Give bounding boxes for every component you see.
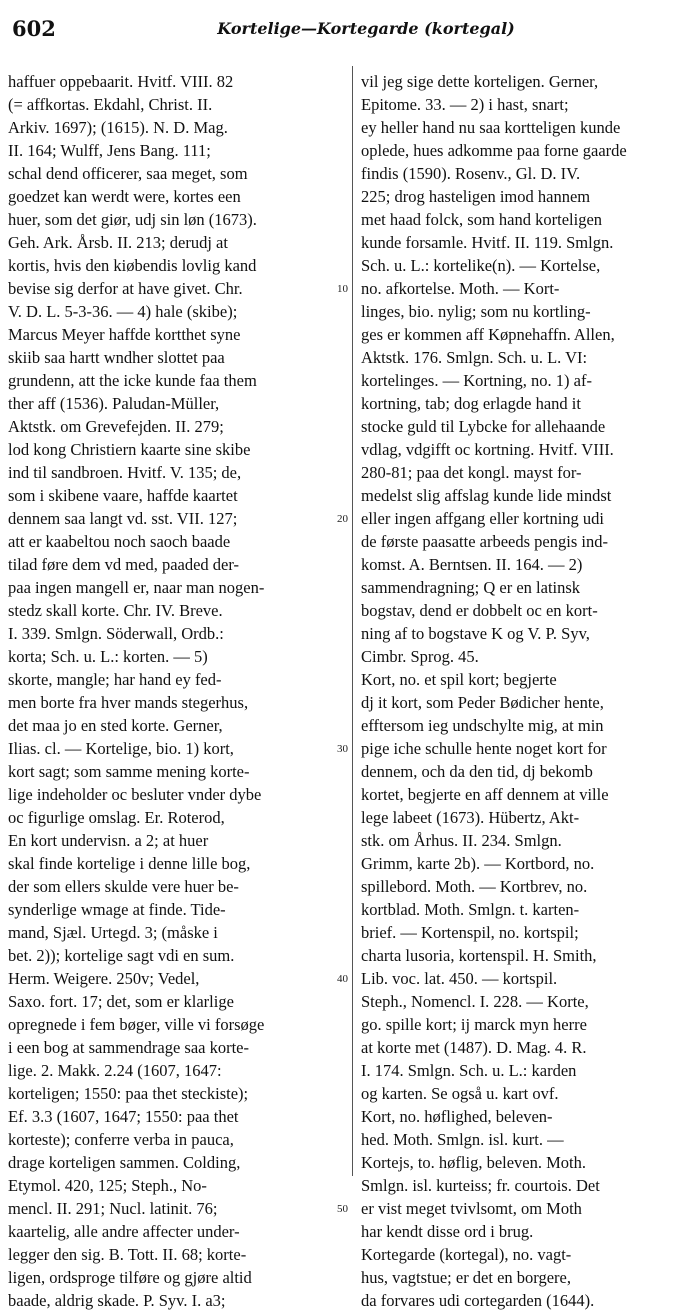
text-line: Sch. u. L.: kortelike(n). — Kortelse, bbox=[361, 256, 601, 275]
text-line: kunde forsamle. Hvitf. II. 119. Smlgn. bbox=[361, 233, 614, 252]
text-line: vdlag, vdgifft oc kortning. Hvitf. VIII. bbox=[361, 440, 614, 459]
text-line: kortelinges. — Kortning, no. 1) af- bbox=[361, 371, 592, 390]
text-line: bogstav, dend er dobbelt oc en kort- bbox=[361, 601, 598, 620]
text-line: korteste); conferre verba in pauca, bbox=[8, 1130, 234, 1149]
text-line: II. 164; Wulff, Jens Bang. 111; bbox=[8, 141, 211, 160]
text-line: I. 339. Smlgn. Söderwall, Ordb.: bbox=[8, 624, 224, 643]
text-line: stocke guld til Lybcke for allehaande bbox=[361, 417, 606, 436]
text-line: sammendragning; Q er en latinsk bbox=[361, 578, 581, 597]
text-line: skiib saa hartt wndher slottet paa bbox=[8, 348, 225, 367]
text-line: lige. 2. Makk. 2.24 (1607, 1647: bbox=[8, 1061, 222, 1080]
text-line: korteligen; 1550: paa thet steckiste); bbox=[8, 1084, 249, 1103]
page-number: 602 bbox=[12, 16, 56, 41]
text-line: kortning, tab; dog erlagde hand it bbox=[361, 394, 581, 413]
text-line: Smlgn. isl. kurteiss; fr. courtois. Det bbox=[361, 1176, 600, 1195]
text-line: 225; drog hasteligen imod hannem bbox=[361, 187, 591, 206]
text-line: Kort, no. høflighed, beleven- bbox=[361, 1107, 553, 1126]
text-line: Geh. Ark. Årsb. II. 213; derudj at bbox=[8, 233, 228, 252]
text-line: goedzet kan werdt were, kortes een bbox=[8, 187, 241, 206]
text-line: Marcus Meyer haffde kortthet syne bbox=[8, 325, 241, 344]
text-line: Saxo. fort. 17; det, som er klarlige bbox=[8, 992, 234, 1011]
text-line: kortet, begjerte en aff dennem at ville bbox=[361, 785, 609, 804]
text-line: spillebord. Moth. — Kortbrev, no. bbox=[361, 877, 588, 896]
line-number: 30 bbox=[337, 743, 348, 755]
text-line: er vist meget tvivlsomt, om Moth bbox=[361, 1199, 582, 1218]
text-line: mand, Sjæl. Urtegd. 3; (måske i bbox=[8, 923, 218, 942]
text-line: lod kong Christiern kaarte sine skibe bbox=[8, 440, 251, 459]
text-line: ligen, ordsproge tilføre og gjøre altid bbox=[8, 1268, 252, 1287]
text-line: bet. 2)); kortelige sagt vdi en sum. bbox=[8, 946, 235, 965]
running-head: Kortelige—Kortegarde (kortegal) bbox=[217, 19, 515, 38]
text-line: Grimm, karte 2b). — Kortbord, no. bbox=[361, 854, 595, 873]
text-line: efftersom ieg undschylte mig, at min bbox=[361, 716, 604, 735]
text-line: stedz skall korte. Chr. IV. Breve. bbox=[8, 601, 223, 620]
text-line: Kortegarde (kortegal), no. vagt- bbox=[361, 1245, 572, 1264]
text-line: met haad folck, som hand korteligen bbox=[361, 210, 603, 229]
text-line: Kortejs, to. høflig, beleven. Moth. bbox=[361, 1153, 587, 1172]
text-line: kort sagt; som samme mening korte- bbox=[8, 762, 250, 781]
text-line: grundenn, att the icke kunde faa them bbox=[8, 371, 257, 390]
text-line: hus, vagtstue; er det en borgere, bbox=[361, 1268, 572, 1287]
text-line: linges, bio. nylig; som nu kortling- bbox=[361, 302, 591, 321]
text-line: Arkiv. 1697); (1615). N. D. Mag. bbox=[8, 118, 228, 137]
text-line: schal dend officerer, saa meget, som bbox=[8, 164, 248, 183]
column-divider bbox=[352, 66, 353, 1176]
text-line: synderlige wmage at finde. Tide- bbox=[8, 900, 226, 919]
text-line: Steph., Nomencl. I. 228. — Korte, bbox=[361, 992, 589, 1011]
text-line: huer, som det giør, udj sin løn (1673). bbox=[8, 210, 257, 229]
text-line: 280-81; paa det kongl. mayst for- bbox=[361, 463, 582, 482]
text-line: Ef. 3.3 (1607, 1647; 1550: paa thet bbox=[8, 1107, 239, 1126]
text-line: og karten. Se også u. kart ovf. bbox=[361, 1084, 559, 1103]
line-number: 20 bbox=[337, 513, 348, 525]
text-line: medelst slig affslag kunde lide mindst bbox=[361, 486, 612, 505]
text-line: charta lusoria, kortenspil. H. Smith, bbox=[361, 946, 597, 965]
text-line: mencl. II. 291; Nucl. latinit. 76; bbox=[8, 1199, 218, 1218]
text-line: Ilias. cl. — Kortelige, bio. 1) kort, bbox=[8, 739, 234, 758]
right-column bbox=[361, 70, 689, 1312]
text-line: ey heller hand nu saa kortteligen kunde bbox=[361, 118, 621, 137]
text-line: dennem saa langt vd. sst. VII. 127; bbox=[8, 509, 238, 528]
text-line: haffuer oppebaarit. Hvitf. VIII. 82 bbox=[8, 72, 234, 91]
text-line: skal finde kortelige i denne lille bog, bbox=[8, 854, 251, 873]
text-line: vil jeg sige dette korteligen. Gerner, bbox=[361, 72, 599, 91]
text-line: bevise sig derfor at have givet. Chr. bbox=[8, 279, 243, 298]
line-number: 10 bbox=[337, 283, 348, 295]
text-line: Epitome. 33. — 2) i hast, snart; bbox=[361, 95, 569, 114]
text-line: kaartelig, alle andre affecter under- bbox=[8, 1222, 240, 1241]
text-line: men borte fra hver mands stegerhus, bbox=[8, 693, 249, 712]
text-line: Etymol. 420, 125; Steph., No- bbox=[8, 1176, 207, 1195]
text-line: ges er kommen aff Køpnehaffn. Allen, bbox=[361, 325, 615, 344]
text-line: Lib. voc. lat. 450. — kortspil. bbox=[361, 969, 558, 988]
text-line: i een bog at sammendrage saa korte- bbox=[8, 1038, 249, 1057]
text-line: baade, aldrig skade. P. Syv. I. a3; bbox=[8, 1291, 226, 1310]
text-line: de første paasatte arbeeds pengis ind- bbox=[361, 532, 608, 551]
text-line: hed. Moth. Smlgn. isl. kurt. — bbox=[361, 1130, 564, 1149]
text-line: oc figurlige omslag. Er. Roterod, bbox=[8, 808, 225, 827]
text-line: drage korteligen sammen. Colding, bbox=[8, 1153, 241, 1172]
text-line: findis (1590). Rosenv., Gl. D. IV. bbox=[361, 164, 581, 183]
text-line: ind til sandbroen. Hvitf. V. 135; de, bbox=[8, 463, 242, 482]
text-line: da forvares udi cortegarden (1644). bbox=[361, 1291, 595, 1310]
text-line: tilad føre dem vd med, paaded der- bbox=[8, 555, 240, 574]
text-line: oplede, hues adkomme paa forne gaarde bbox=[361, 141, 627, 160]
line-number: 50 bbox=[337, 1203, 348, 1215]
page-header bbox=[8, 16, 684, 46]
text-line: har kendt disse ord i brug. bbox=[361, 1222, 534, 1241]
text-line: I. 174. Smlgn. Sch. u. L.: karden bbox=[361, 1061, 577, 1080]
text-line: ning af to bogstave K og V. P. Syv, bbox=[361, 624, 590, 643]
text-line: Cimbr. Sprog. 45. bbox=[361, 647, 479, 666]
left-column bbox=[8, 70, 346, 1312]
text-line: opregnede i fem bøger, ville vi forsøge bbox=[8, 1015, 265, 1034]
text-line: eller ingen affgang eller kortning udi bbox=[361, 509, 604, 528]
text-line: dj it kort, som Peder Bødicher hente, bbox=[361, 693, 604, 712]
text-line: kortis, hvis den kiøbendis lovlig kand bbox=[8, 256, 257, 275]
text-line: ther aff (1536). Paludan-Müller, bbox=[8, 394, 220, 413]
text-line: lege labeet (1673). Hübertz, Akt- bbox=[361, 808, 580, 827]
text-line: Herm. Weigere. 250v; Vedel, bbox=[8, 969, 200, 988]
text-line: skorte, mangle; har hand ey fed- bbox=[8, 670, 222, 689]
text-line: komst. A. Berntsen. II. 164. — 2) bbox=[361, 555, 583, 574]
text-line: (= affkortas. Ekdahl, Christ. II. bbox=[8, 95, 213, 114]
text-line: paa ingen mangell er, naar man nogen- bbox=[8, 578, 265, 597]
text-line: der som ellers skulde vere huer be- bbox=[8, 877, 239, 896]
text-line: En kort undervisn. a 2; at huer bbox=[8, 831, 209, 850]
text-line: brief. — Kortenspil, no. kortspil; bbox=[361, 923, 579, 942]
text-line: korta; Sch. u. L.: korten. — 5) bbox=[8, 647, 208, 666]
text-line: no. afkortelse. Moth. — Kort- bbox=[361, 279, 560, 298]
line-number: 40 bbox=[337, 973, 348, 985]
text-line: legger den sig. B. Tott. II. 68; korte- bbox=[8, 1245, 247, 1264]
text-line: Kort, no. et spil kort; begjerte bbox=[361, 670, 557, 689]
text-line: kortblad. Moth. Smlgn. t. karten- bbox=[361, 900, 580, 919]
text-line: det maa jo en sted korte. Gerner, bbox=[8, 716, 223, 735]
text-line: lige indeholder oc besluter vnder dybe bbox=[8, 785, 262, 804]
text-line: V. D. L. 5-3-36. — 4) hale (skibe); bbox=[8, 302, 238, 321]
text-line: att er kaabeltou noch saoch baade bbox=[8, 532, 231, 551]
text-line: Aktstk. 176. Smlgn. Sch. u. L. VI: bbox=[361, 348, 588, 367]
text-line: pige iche schulle hente noget kort for bbox=[361, 739, 607, 758]
text-line: go. spille kort; ij marck myn herre bbox=[361, 1015, 587, 1034]
text-line: Aktstk. om Grevefejden. II. 279; bbox=[8, 417, 224, 436]
text-line: dennem, och da den tid, dj bekomb bbox=[361, 762, 593, 781]
text-line: som i skibene vaare, haffde kaartet bbox=[8, 486, 238, 505]
text-line: at korte met (1487). D. Mag. 4. R. bbox=[361, 1038, 587, 1057]
text-line: stk. om Århus. II. 234. Smlgn. bbox=[361, 831, 562, 850]
